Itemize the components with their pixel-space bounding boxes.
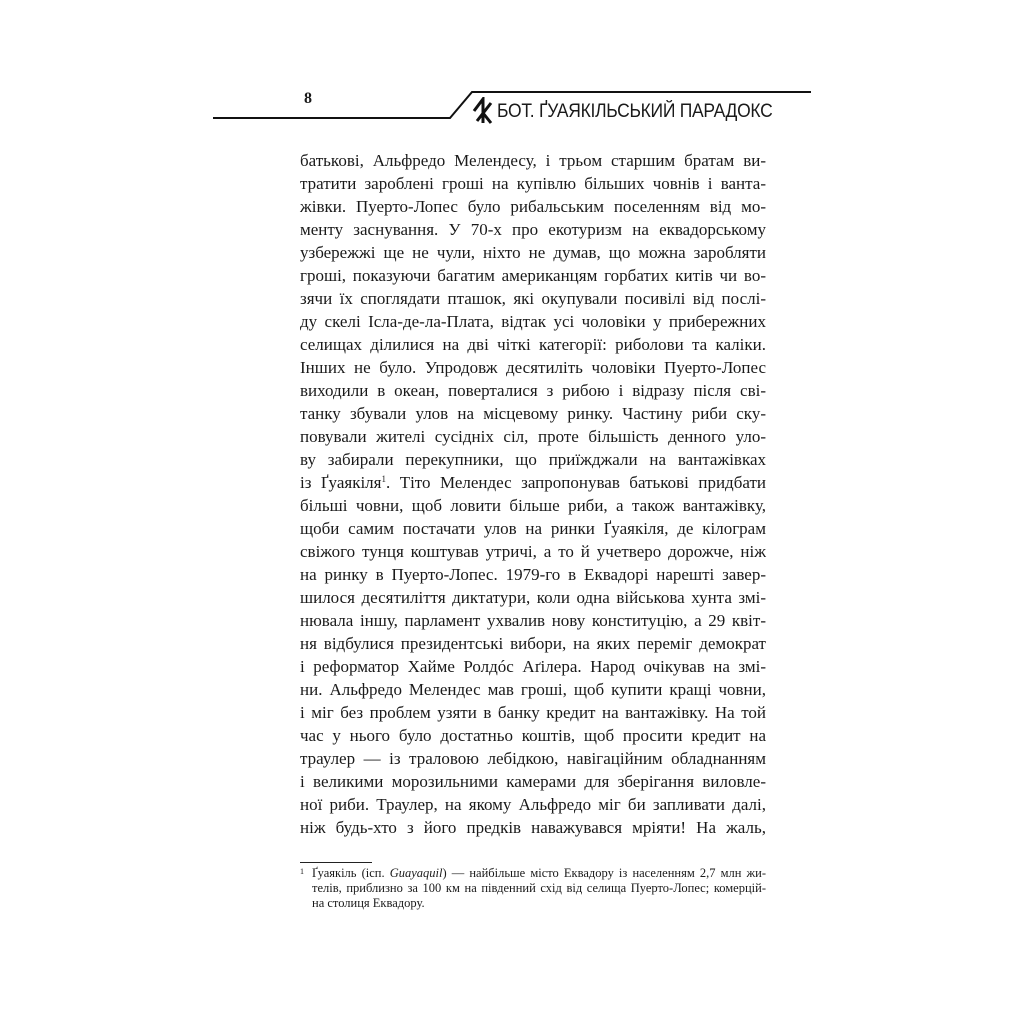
text-line: і реформатор Хайме Ролдóс Аґілера. Народ очікував на змі- [300,657,766,676]
footnote [300,866,766,911]
text-line: танку збували улов на місцевому ринку. Частину риби ску- [300,404,766,423]
text-segment: . Тіто Мелендес запропонував батькові придбати [385,473,766,492]
text-line: ни. Альфредо Мелендес мав гроші, щоб купити кращі човни, [300,680,766,699]
text-line: повували жителі сусідніх сіл, проте більшість денного уло- [300,427,766,446]
text-line: щоби самим постачати улов на ринки Ґуаякіля, де кілограм [300,519,766,538]
text-line: свіжого тунця коштував утричі, а то й учетверо дорожче, ніж [300,542,766,561]
text-line: шилося десятиліття диктатури, коли одна військова хунта змі- [300,588,766,607]
text-line: зячи їх споглядати пташок, які окупували посивілі від послі- [300,289,766,308]
page-number: 8 [304,90,312,107]
text-line: узбережжі ще не чули, ніхто не думав, що можна заробляти [300,243,766,262]
text-line: і великими морозильними камерами для зберігання виловле- [300,772,766,791]
text-segment: із Ґуаякіля [300,473,382,492]
text-line: і міг без проблем узяти в банку кредит на вантажівку. На той [300,703,766,722]
running-title: БОТ. ҐУАЯКІЛЬСЬКИЙ ПАРАДОКС [497,101,773,122]
text-line [300,471,766,494]
text-line: на ринку в Пуерто-Лопес. 1979-го в Еквадорі нарешті завер- [300,565,766,584]
text-line: селищах ділилися на дві чіткі категорії: риболови та каліки. [300,335,766,354]
text-line: ву забирали перекупники, що приїжджали на вантажівках [300,450,766,469]
text-line: менту заснування. У 70-х про екотуризм на еквадорському [300,220,766,239]
body-text [300,149,766,839]
text-line: ної риби. Траулер, на якому Альфредо міг би запливати далі, [300,795,766,814]
publisher-logo-icon [472,97,494,125]
footnote-line: на столиця Еквадору. [312,896,425,910]
footnote-divider [300,862,372,863]
text-line: нювала іншу, парламент ухвалив нову конституцію, а 29 квіт- [300,611,766,630]
text-line: ніж будь-хто з його предків наважувався мріяти! На жаль, [300,818,766,837]
text-line: жівки. Пуерто-Лопес було рибальським поселенням від мо- [300,197,766,216]
text-line: час у нього було достатньо коштів, щоб просити кредит на [300,726,766,745]
text-line: батькові, Альфредо Мелендесу, і трьом старшим братам ви- [300,151,766,170]
text-line: гроші, показуючи багатим американцям горбатих китів чи во- [300,266,766,285]
footnote-number: 1 [300,867,304,876]
text-line: ду скелі Ісла-де-ла-Плата, відтак усі чоловіки у прибережних [300,312,766,331]
text-line: Інших не було. Упродовж десятиліть чоловіки Пуерто-Лопес [300,358,766,377]
footnote-text: Ґуаякіль (ісп. Guayaquil) — найбільше місто Еквадору із населенням 2,7 млн жи- [312,866,767,880]
text-line: ня відбулися президентські вибори, на яких переміг демократ [300,634,766,653]
text-line: виходили в океан, поверталися з рибою і відразу після сві- [300,381,766,400]
footnote-reference[interactable]: 1 [381,474,386,484]
text-line: траулер — із траловою лебідкою, навігаційним обладнанням [300,749,766,768]
text-line: тратити зароблені гроші на купівлю більших човнів і ванта- [300,174,766,193]
text-line: більші човни, щоб ловити більше риби, а також вантажівку, [300,496,766,515]
footnote-line [312,866,766,881]
footnote-line: телів, приблизно за 100 км на південний схід від селища Пуерто-Лопес; комерцій- [312,881,766,895]
